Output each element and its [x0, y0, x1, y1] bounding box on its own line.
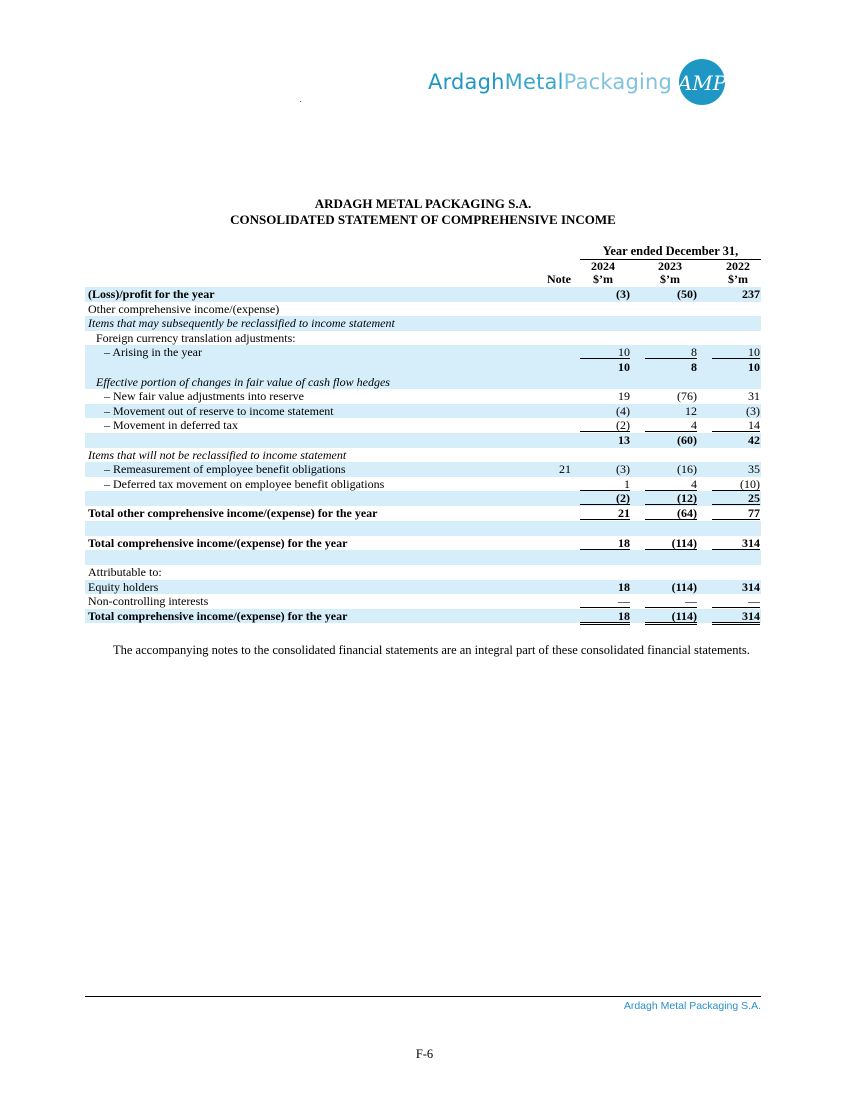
table-row-total-comprehensive-final: Total comprehensive income/(expense) for the year 18 (114) 314: [85, 609, 761, 624]
table-row-fx-heading: Foreign currency translation adjustments:: [96, 330, 296, 345]
table-row-oci-heading: Other comprehensive income/(expense): [88, 301, 280, 316]
table-row-non-controlling: Non-controlling interests — — —: [88, 594, 760, 609]
page-number: F-6: [415, 1047, 434, 1061]
statement-title: CONSOLIDATED STATEMENT OF COMPREHENSIVE INCOME: [230, 212, 616, 227]
period-header: Year ended December 31,: [580, 244, 761, 260]
table-row-deferred-tax-employee: – Deferred tax movement on employee benefit obligations 1 4 (10): [104, 476, 760, 491]
table-row-spacer: [85, 521, 761, 536]
table-row-spacer: [85, 550, 761, 565]
table-row-not-reclassified-heading: Items that will not be reclassified to income statement: [88, 447, 347, 462]
note-column-header: Note: [515, 273, 571, 286]
table-row-fx-subtotal: 10 8 10: [85, 360, 761, 375]
logo-mark-text: AMP: [677, 71, 727, 95]
table-row-hedges-new-fv: – New fair value adjustments into reserve 19 (76) 31: [104, 389, 760, 404]
statement-table: [85, 287, 761, 623]
table-row-hedges-deferred-tax: – Movement in deferred tax (2) 4 14: [104, 418, 760, 433]
table-row-total-oci: Total other comprehensive income/(expense) for the year 21 (64) 77: [88, 505, 760, 520]
table-row-hedges-subtotal: 13 (60) 42: [85, 433, 761, 448]
footer-divider: [85, 996, 761, 997]
statement-titles: [85, 196, 761, 228]
company-logo: [428, 58, 728, 106]
table-row-hedges-movement-out: – Movement out of reserve to income statement (4) 12 (3): [85, 404, 761, 419]
logo-wordmark: ArdaghMetalPackaging: [428, 70, 673, 94]
unit-header-2023: $’m: [647, 273, 693, 288]
table-row-equity-holders: Equity holders 18 (114) 314: [85, 580, 761, 595]
table-row-total-comprehensive: Total comprehensive income/(expense) for the year 18 (114) 314: [88, 535, 760, 550]
table-row-loss-profit: (Loss)/profit for the year (3) (50) 237: [85, 287, 761, 302]
year-2023-header: 2023: [658, 259, 682, 273]
stray-mark: [300, 101, 301, 102]
year-2024-header: 2024: [591, 259, 615, 273]
unit-header-2024: $’m: [580, 273, 626, 288]
table-row-reclassified-heading: Items that may subsequently be reclassified to income statement: [85, 316, 761, 331]
table-row-fx-arising: – Arising in the year 10 8 10: [85, 345, 761, 360]
footer-company-name: Ardagh Metal Packaging S.A.: [623, 1000, 761, 1012]
year-2022-header: 2022: [726, 259, 750, 273]
company-title: ARDAGH METAL PACKAGING S.A.: [314, 196, 532, 211]
table-row-remeasurement: – Remeasurement of employee benefit obligations 21 (3) (16) 35: [85, 462, 761, 477]
table-row-attributable-heading: Attributable to:: [88, 565, 162, 580]
unit-header-2022: $’m: [715, 273, 761, 288]
accompanying-notes-text: The accompanying notes to the consolidated financial statements are an integral part of these consolidated financial statements.: [113, 643, 750, 657]
table-row-hedges-heading: Effective portion of changes in fair value of cash flow hedges: [85, 375, 761, 390]
amp-logo-icon: [676, 56, 728, 108]
table-row-not-reclassified-subtotal: (2) (12) 25: [85, 491, 761, 506]
